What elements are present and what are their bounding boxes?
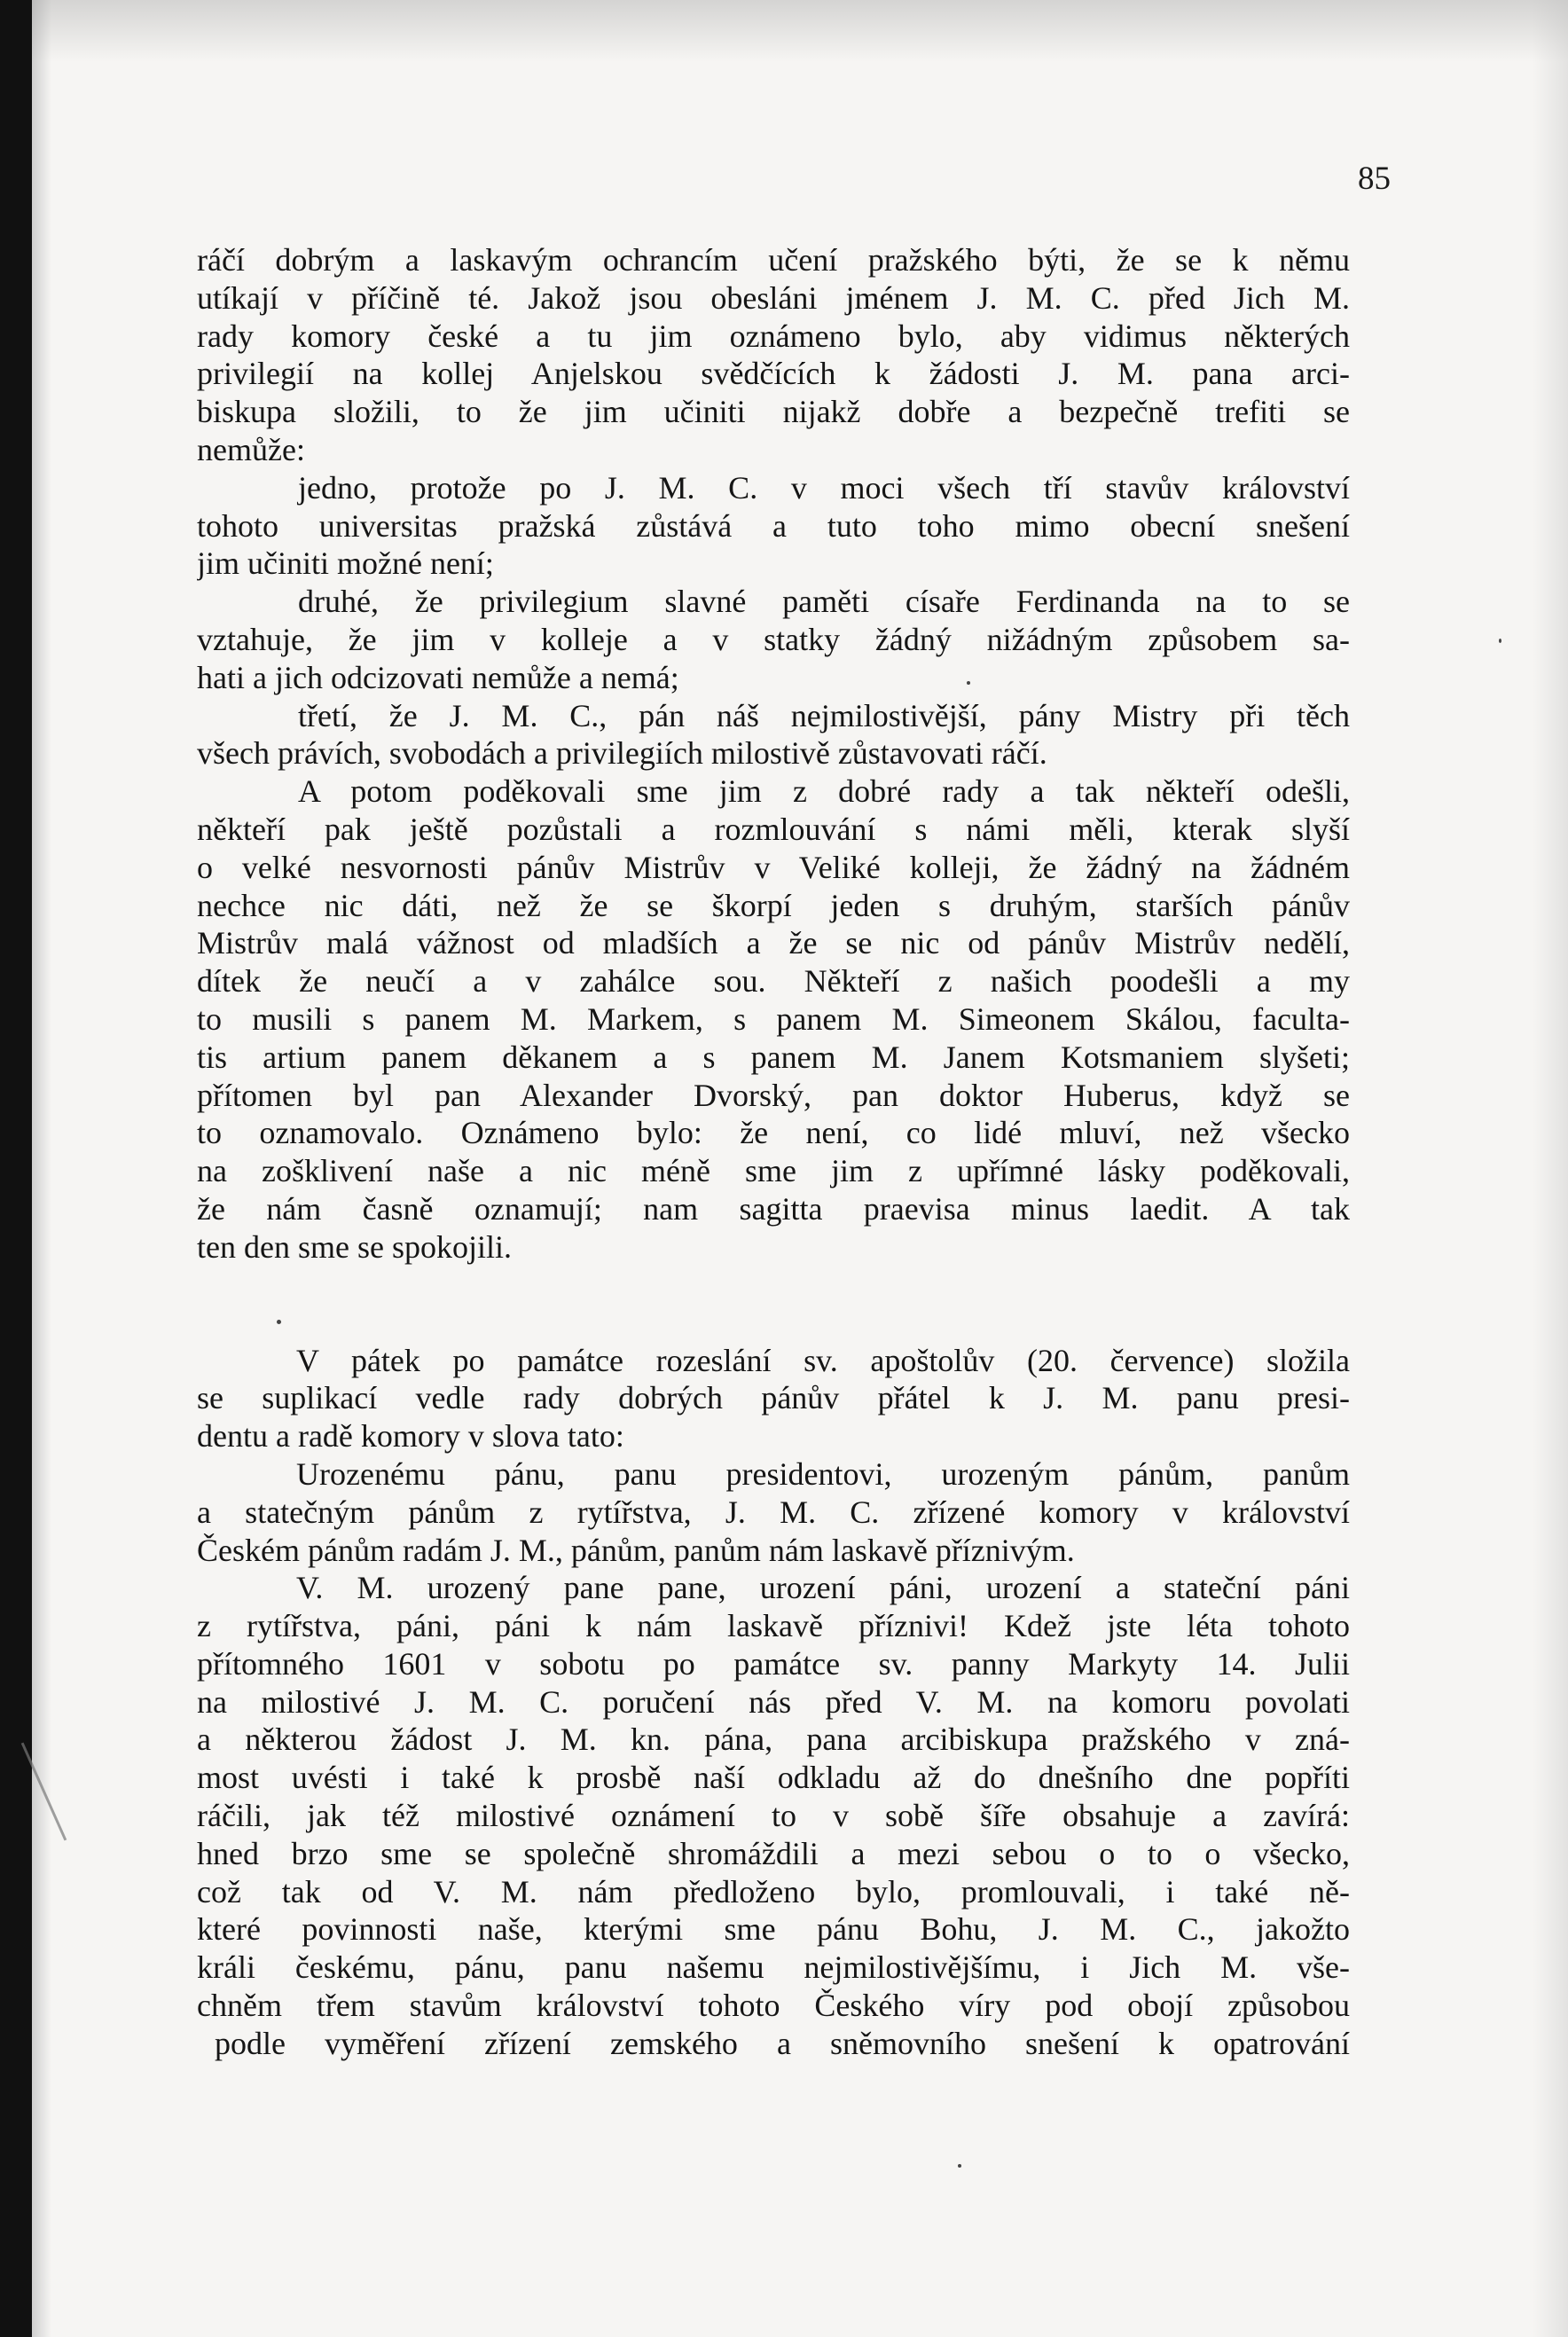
text-line: které povinnosti naše, kterými sme pánu Bohu, J. M. C., jakožto (197, 1911, 1350, 1948)
text-line: což tak od V. M. nám předloženo bylo, promlouvali, i také ně- (197, 1873, 1350, 1910)
text-line: se suplikací vedle rady dobrých pánův přátel k J. M. panu presi- (197, 1380, 1350, 1416)
text-line: jim učiniti možné není; (197, 545, 494, 582)
text-line: chněm třem stavům království tohoto Českého víry pod obojí způsobou (197, 1988, 1350, 2024)
text-line: o velké nesvornosti pánův Mistrův v Veliké kolleji, že žádný na žádném (197, 849, 1350, 885)
text-line: že nám časně oznamují; nam sagitta praevisa minus laedit. A tak (197, 1190, 1350, 1227)
text-line: ráčili, jak též milostivé oznámení to v sobě šíře obsahuje a zavírá: (197, 1798, 1350, 1834)
text-line: V pátek po památce rozeslání sv. apoštolův (20. července) složila (296, 1342, 1350, 1378)
text-line: přítomného 1601 v sobotu po památce sv. panny Markyty 14. Julii (197, 1645, 1350, 1682)
text-line: na milostivé J. M. C. poručení nás před V. M. na komoru povolati (197, 1683, 1350, 1720)
text-line: přítomen byl pan Alexander Dvorský, pan doktor Huberus, když se (197, 1077, 1350, 1113)
text-line: V. M. urozený pane pane, urození páni, urození a stateční páni (296, 1570, 1350, 1606)
text-line: druhé, že privilegium slavné paměti císaře Ferdinanda na to se (298, 584, 1350, 620)
text-line: to musili s panem M. Markem, s panem M. Simeonem Skálou, facultа- (197, 1000, 1350, 1037)
text-line: most uvésti i také k prosbě naší odkladu až do dnešního dne popříti (197, 1760, 1350, 1796)
scan-right-shadow (1533, 0, 1568, 2337)
text-line: vztahuje, že jim v kolleje a v statky žádný nižádným způsobem sa- (197, 621, 1350, 657)
text-line: dítek že neučí a v zahálce sou. Někteří z našich poodešli a my (197, 963, 1350, 1000)
text-line: nemůže: (197, 431, 305, 467)
text-line: a některou žádost J. M. kn. pána, pana arcibiskupa pražského v zná- (197, 1721, 1350, 1758)
text-line: dentu a radě komory v slova tato: (197, 1418, 624, 1455)
text-line: utíkají v příčině té. Jakož jsou obesláni jménem J. M. C. před Jich M. (197, 279, 1350, 316)
text-line: privilegií na kollej Anjelskou svědčících k žádosti J. M. pana arci- (197, 356, 1350, 392)
text-line: hati a jich odcizovati nemůže a nemá; (197, 659, 679, 695)
body-text (197, 241, 1350, 2063)
text-line: rady komory české a tu jim oznámeno bylo, aby vidimus některých (197, 318, 1350, 354)
text-line: Českém pánům radám J. M., pánům, panům nám laskavě příznivým. (197, 1532, 1075, 1568)
text-line: na zošklivení naše a nic méně sme jim z upřímné lásky poděkovali, (197, 1153, 1350, 1189)
text-line: tis artium panem děkanem a s panem M. Janem Kotsmaniem slyšeti; (197, 1039, 1350, 1075)
text-line: a statečným pánům z rytířstva, J. M. C. zřízené komory v království (197, 1494, 1350, 1530)
text-line: podle vyměření zřízení zemského a sněmovního snešení k opatrování (215, 2025, 1350, 2061)
text-line: králi českému, pánu, panu našemu nejmilostivějšímu, i Jich M. vše- (197, 1949, 1350, 1986)
text-line: ráčí dobrým a laskavým ochrancím učení pražského býti, že se k němu (197, 242, 1350, 278)
section-gap (197, 1267, 1350, 1342)
text-line: biskupa složili, to že jim učiniti nijakž dobře a bezpečně trefiti se (197, 394, 1350, 430)
page-number: 85 (1358, 161, 1391, 197)
text-line: tohoto universitas pražská zůstává a tuto toho mimo obecní snešení (197, 507, 1350, 544)
text-line: Urozenému pánu, panu presidentovi, urozeným pánům, panům (296, 1455, 1350, 1492)
scan-top-shadow (32, 0, 1568, 62)
scan-speck (1499, 639, 1501, 643)
text-line: hned brzo sme se společně shromáždili a mezi sebou o to o všecko, (197, 1835, 1350, 1871)
text-line: z rytířstva, páni, páni k nám laskavě příznivi! Kdež jste léta tohoto (197, 1608, 1350, 1644)
scan-edge-shadow (32, 0, 51, 2337)
text-line: ten den sme se spokojili. (197, 1228, 512, 1265)
text-line: nechce nic dáti, než že se škorpí jeden s druhým, starších pánův (197, 887, 1350, 923)
scan-speck (958, 2164, 961, 2168)
text-line: A potom poděkovali sme jim z dobré rady a tak někteří odešli, (298, 773, 1350, 810)
text-line: někteří pak ještě pozůstali a rozmlouvání s námi měli, kterak slyší (197, 811, 1350, 847)
text-line: to oznamovalo. Oznámeno bylo: že není, co lidé mluví, než všecko (197, 1115, 1350, 1151)
scan-binding-edge (0, 0, 32, 2337)
text-line: Mistrův malá vážnost od mladších a že se nic od pánův Mistrův nedělí, (197, 925, 1350, 961)
text-line: jedno, protože po J. M. C. v moci všech tří stavův království (298, 469, 1350, 506)
text-line: třetí, že J. M. C., pán náš nejmilostivější, pány Mistry při těch (298, 697, 1350, 733)
text-line: všech právích, svobodách a privilegiích milostivě zůstavovati ráčí. (197, 735, 1047, 772)
